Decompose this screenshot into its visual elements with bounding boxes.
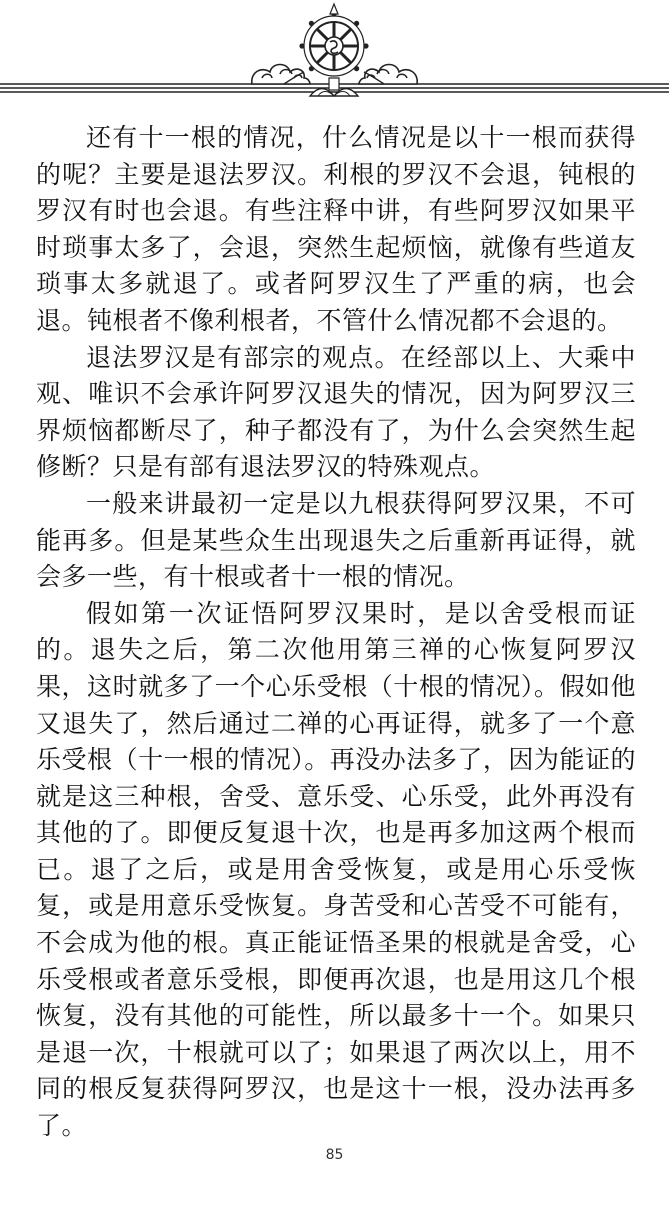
paragraph: 一般来讲最初一定是以九根获得阿罗汉果，不可能再多。但是某些众生出现退失之后重新再证得，就会多一些，有十根或者十一根的情况。	[36, 488, 636, 592]
paragraph: 假如第一次证悟阿罗汉果时，是以舍受根而证的。退失之后，第二次他用第三禅的心恢复阿罗汉果，这时就多了一个心乐受根（十根的情况）。假如他又退失了，然后通过二禅的心再证得，就多了一个意乐受根（十一根的情况）。再没办法多了，因为能证的就是这三种根，舍受、意乐受、心乐受，此外再没有其他的了。即便反复退十次，也是再多加这两个根而已。退了之后，或是用舍受恢复，或是用心乐受恢复，或是用意乐受恢复。身苦受和心苦受不可能有，不会成为他的根。真正能证悟圣果的根就是舍受，心乐受根或者意乐受根，即便再次退，也是用这几个根恢复，没有其他的可能性，所以最多十一个。如果只是退一次，十根就可以了；如果退了两次以上，用不同的根反复获得阿罗汉，也是这十一根，没办法再多了。	[36, 598, 636, 1141]
page-header	[0, 0, 669, 110]
body-text	[36, 120, 636, 1145]
cloud-scroll-left-icon	[252, 65, 310, 85]
page-number: 85	[325, 1147, 344, 1163]
paragraph: 退法罗汉是有部宗的观点。在经部以上、大乘中观、唯识不会承许阿罗汉退失的情况，因为阿罗汉三界烦恼都断尽了，种子都没有了，为什么会突然生起修断？只是有部有退法罗汉的特殊观点。	[36, 342, 636, 482]
header-ornament	[0, 0, 669, 110]
paragraph: 还有十一根的情况，什么情况是以十一根而获得的呢？主要是退法罗汉。利根的罗汉不会退，钝根的罗汉有时也会退。有些注释中讲，有些阿罗汉如果平时琐事太多了，会退，突然生起烦恼，就像有些道友琐事太多就退了。或者阿罗汉生了严重的病，也会退。钝根者不像利根者，不管什么情况都不会退的。	[36, 123, 636, 335]
